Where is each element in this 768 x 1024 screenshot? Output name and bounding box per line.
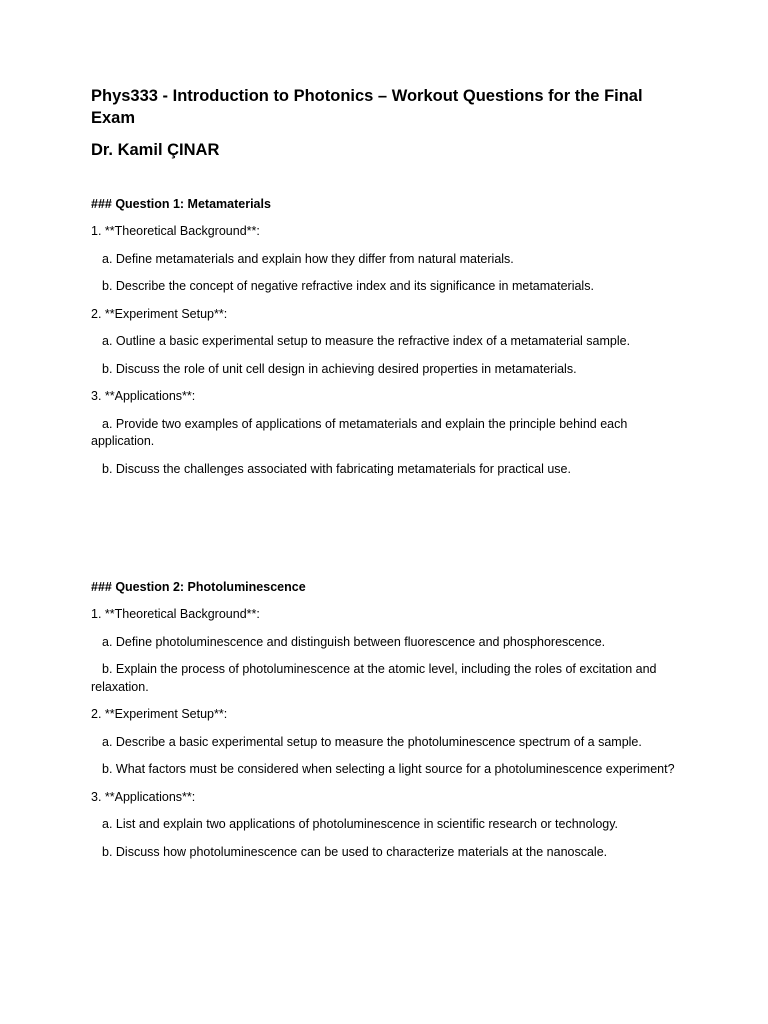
q2-section-1: 1. **Theoretical Background**: [91, 607, 260, 621]
q2-item-1a: a. Define photoluminescence and distinguish between fluorescence and phosphorescence. [102, 634, 606, 649]
q1-item-2a: a. Outline a basic experimental setup to measure the refractive index of a metamaterial sample. [102, 334, 631, 348]
q2-item-1b: b. Explain the process of photoluminescence at the atomic level, including the roles of excitation and relaxation. [91, 662, 657, 694]
q1-item-1b: b. Describe the concept of negative refractive index and its significance in metamaterials. [102, 279, 594, 293]
q2-item-3b: b. Discuss how photoluminescence can be used to characterize materials at the nanoscale. [102, 844, 608, 859]
section-spacer [91, 488, 678, 578]
q1-item-2b: b. Discuss the role of unit cell design in achieving desired properties in metamaterials. [102, 361, 577, 376]
q2-item-2a: a. Describe a basic experimental setup to measure the photoluminescence spectrum of a sample. [102, 734, 642, 749]
q1-section-1: 1. **Theoretical Background**: [91, 224, 260, 238]
q1-section-2: 2. **Experiment Setup**: [91, 306, 228, 321]
document-title: Phys333 - Introduction to Photonics – Workout Questions for the Final Exam [91, 87, 643, 127]
q1-item-1a: a. Define metamaterials and explain how they differ from natural materials. [102, 251, 514, 266]
q2-section-3: 3. **Applications**: [91, 789, 196, 804]
q2-item-2b: b. What factors must be considered when selecting a light source for a photoluminescence experiment? [102, 762, 675, 776]
question-1-heading: ### Question 1: Metamaterials [91, 197, 271, 211]
question-1-section [91, 195, 678, 478]
q1-item-3b: b. Discuss the challenges associated with fabricating metamaterials for practical use. [102, 461, 571, 476]
question-2-section [91, 578, 678, 861]
question-2-heading: ### Question 2: Photoluminescence [91, 580, 306, 594]
q2-section-2: 2. **Experiment Setup**: [91, 707, 228, 721]
q1-section-3: 3. **Applications**: [91, 389, 196, 403]
q2-item-3a: a. List and explain two applications of photoluminescence in scientific research or technology. [102, 817, 619, 831]
document-author: Dr. Kamil ÇINAR [91, 141, 220, 159]
q1-item-3a: a. Provide two examples of applications of metamaterials and explain the principle behind each application. [91, 416, 628, 448]
